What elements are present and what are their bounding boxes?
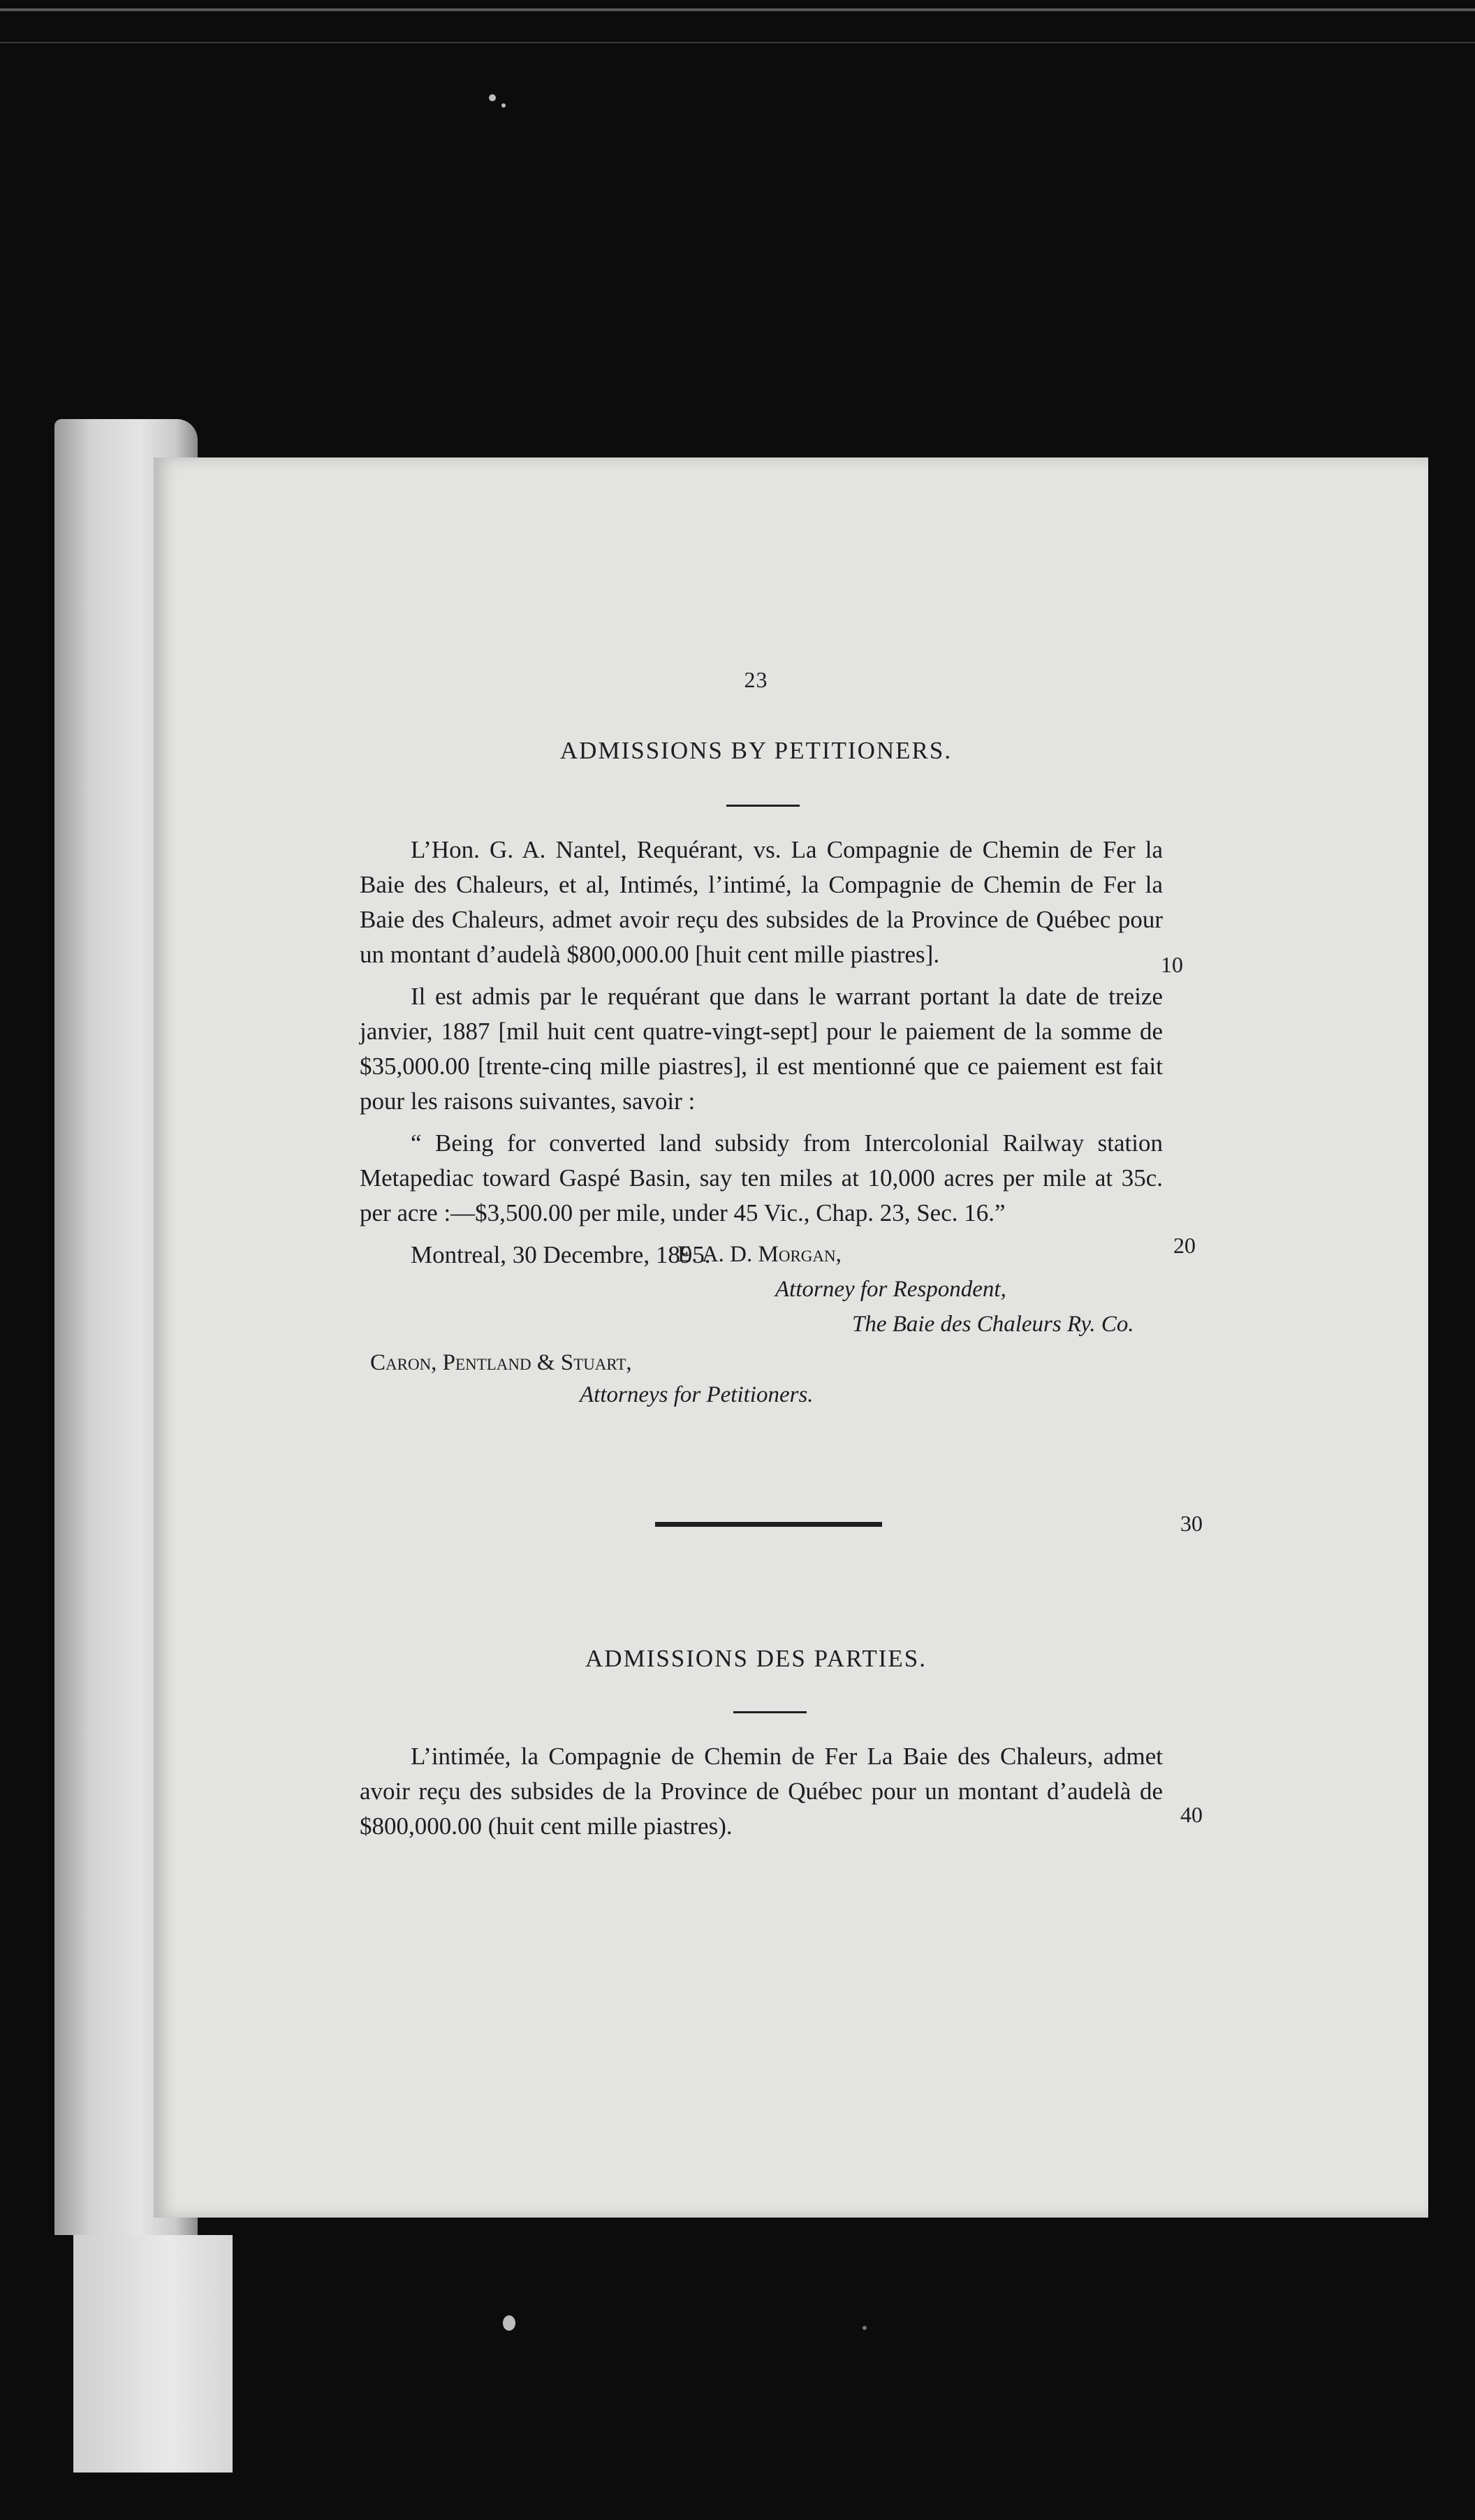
paragraph: Il est admis par le requérant que dans le warrant portant la date de treize janvier, 1887 [mil huit cent quatre-vingt-sept] pour le paiement de la somme de $35,000.00 [trente-cinq mille piastres], il est mentionné que ce paiement est fait pour les raisons suivantes, savoir : — [360, 983, 1163, 1115]
dust-speck — [501, 103, 506, 108]
paragraph: “ Being for converted land subsidy from Intercolonial Railway station Metapediac toward Gaspé Basin, say ten miles at 10,000 acres per mile at 35c. per acre :—$3,500.00 per mile, under 45 Vic., Chap. 23, Sec. 16.” — [360, 1129, 1163, 1226]
petitioners-attorneys-role: Attorneys for Petitioners. — [580, 1382, 814, 1407]
film-edge-line — [0, 8, 1475, 11]
paragraph: L’Hon. G. A. Nantel, Requérant, vs. La Compagnie de Chemin de Fer la Baie des Chaleurs, et al, Intimés, l’intimé, la Compagnie de Chemin de Fer la Baie des Chaleurs, admet avoir reçu des subsides de la Province de Québec pour un montant d’audelà $800,000.00 [huit cent mille piastres]. — [360, 836, 1163, 968]
line-number-20: 20 — [1173, 1233, 1196, 1258]
line-number-40: 40 — [1180, 1802, 1203, 1827]
dust-speck — [863, 2326, 867, 2330]
date-line: Montreal, 30 Decembre, 1895. — [411, 1241, 711, 1268]
title-rule — [726, 805, 800, 807]
line-number-30: 30 — [1180, 1511, 1203, 1536]
respondent-company: The Baie des Chaleurs Ry. Co. — [852, 1312, 1134, 1337]
section-divider — [655, 1522, 882, 1527]
film-edge-line — [0, 42, 1475, 43]
title-rule — [733, 1711, 807, 1713]
admissions-petitioners-text — [360, 833, 1163, 1280]
respondent-attorney-name: E. A. D. Morgan, — [677, 1242, 842, 1267]
dust-speck — [489, 94, 496, 101]
admissions-parties-text — [360, 1739, 1163, 1851]
section-title-petitioners: ADMISSIONS BY PETITIONERS. — [559, 737, 953, 764]
section-title-parties: ADMISSIONS DES PARTIES. — [585, 1645, 927, 1672]
document-page — [154, 457, 1428, 2218]
page-number: 23 — [744, 667, 768, 692]
paragraph: L’intimée, la Compagnie de Chemin de Fer La Baie des Chaleurs, admet avoir reçu des subsides de la Province de Québec pour un montant d’audelà de $800,000.00 (huit cent mille piastres). — [360, 1743, 1163, 1840]
line-number-10: 10 — [1161, 952, 1183, 977]
petitioners-attorneys-name: Caron, Pentland & Stuart, — [370, 1350, 632, 1375]
dust-speck — [503, 2315, 515, 2331]
book-spine-tab — [73, 2235, 233, 2473]
respondent-attorney-role: Attorney for Respondent, — [775, 1277, 1006, 1302]
